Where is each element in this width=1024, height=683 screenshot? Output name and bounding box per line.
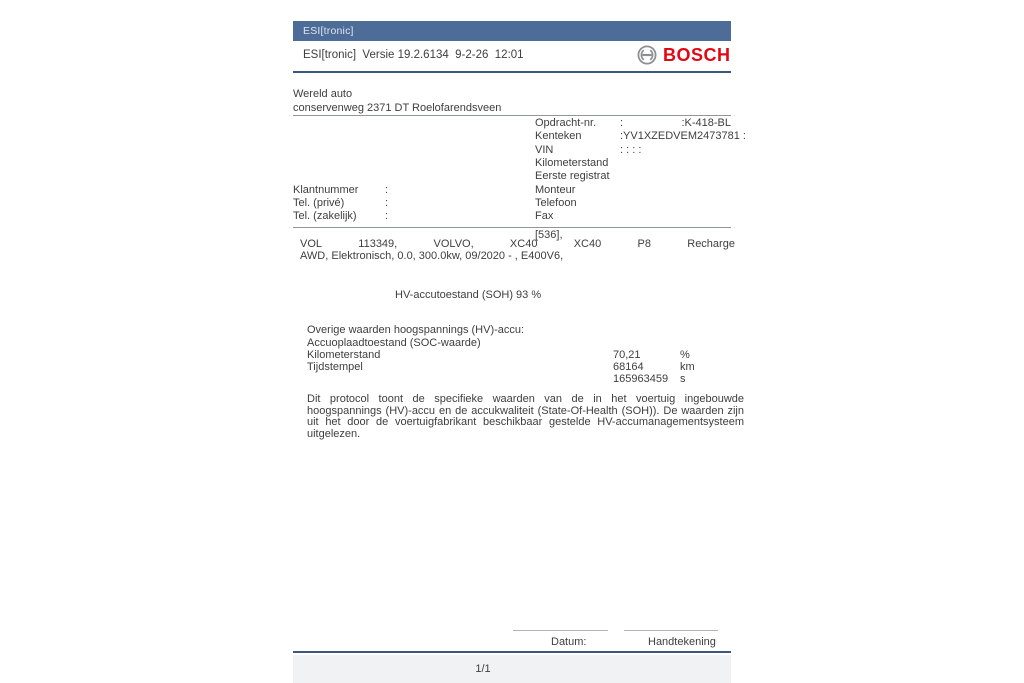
field-label: Kilometerstand [535, 157, 609, 169]
field-value: : [620, 117, 624, 129]
vehicle-token: 113349, [358, 238, 398, 250]
field-eerste-registrat [535, 170, 731, 183]
field-value: :YV1XZEDVEM2473781 : [620, 130, 746, 142]
vehicle-token: Recharge [687, 238, 735, 250]
field-label: Fax [535, 210, 554, 222]
version-line: ESI[tronic] Versie 19.2.6134 9-2-26 12:01 [303, 49, 524, 61]
header-divider [293, 71, 731, 73]
bosch-logo [637, 45, 731, 65]
soh-title: HV-accutoestand (SOH) 93 % [395, 289, 542, 301]
titlebar [293, 21, 731, 41]
vehicle-token: P8 [637, 238, 651, 250]
customer-name: Wereld auto [293, 88, 353, 100]
vehicle-token: XC40 [573, 238, 602, 250]
bosch-wordmark: BOSCH [663, 45, 731, 65]
field-label: Eerste registrat [535, 170, 610, 182]
hv-row-label: Kilometerstand [307, 349, 381, 361]
vehicle-token: XC40 [509, 238, 538, 250]
vehicle-detail-line: AWD, Elektronisch, 0.0, 300.0kw, 09/2020 - , E400V6, [300, 250, 564, 262]
field-label: Tel. (privé) [293, 197, 345, 209]
footer-divider [293, 651, 731, 653]
field-label: Monteur [535, 184, 576, 196]
handtekening-label: Handtekening [648, 636, 716, 648]
hv-row-label: Tijdstempel [307, 361, 363, 373]
field-label: Kenteken [535, 130, 582, 142]
field-tel-zakelijk [293, 210, 493, 223]
field-label: VIN [535, 144, 554, 156]
hv-row-value: 165963459 [613, 373, 669, 385]
field-tel-prive [293, 197, 493, 210]
handtekening-signature-line [624, 630, 718, 631]
vehicle-bracket-code: [536], [535, 229, 563, 241]
field-opdracht-nr [535, 117, 731, 130]
vehicle-description-line [300, 238, 735, 250]
customer-address: conservenweg 2371 DT Roelofarendsveen [293, 102, 502, 114]
protocol-description: Dit protocol toont de specifieke waarden van de in het voertuig ingebouwde hoogspannings (HV)-accu en de accukwaliteit (State-Of-Health (SOH)). De waarden zijn uit het door de voertuigfabrikant beschikbaar gestelde HV-accumanagementsysteem uitgelezen. [307, 393, 744, 441]
field-monteur [535, 184, 731, 197]
field-label: Klantnummer [293, 184, 359, 196]
field-label: Telefoon [535, 197, 577, 209]
bosch-emblem-icon [637, 45, 657, 65]
vehicle-token: VOL [300, 238, 323, 250]
field-kenteken [535, 130, 746, 143]
hv-row-value: 68164 [613, 361, 644, 373]
hv-row-unit: % [680, 349, 690, 361]
field-separator: : [385, 210, 389, 222]
field-klantnummer [293, 184, 493, 197]
field-value: : : : : [620, 144, 642, 156]
vehicle-divider [293, 227, 731, 228]
footer [293, 655, 731, 683]
hv-row-value: 70,21 [613, 349, 641, 361]
field-fax [535, 210, 731, 223]
hv-row-unit: km [680, 361, 695, 373]
hv-values-heading: Overige waarden hoogspannings (HV)-accu: [307, 324, 525, 336]
field-vin [535, 144, 731, 157]
titlebar-title: ESI[tronic] [303, 25, 354, 37]
field-label: Opdracht-nr. [535, 117, 597, 129]
field-separator: : [385, 197, 389, 209]
hv-row-timestamp-seconds [307, 373, 731, 385]
datum-label: Datum: [551, 636, 587, 648]
page-number: 1/1 [475, 663, 491, 675]
hv-row-tijdstempel [307, 361, 731, 373]
address-divider [293, 115, 731, 116]
field-separator: : [385, 184, 389, 196]
vehicle-token: VOLVO, [433, 238, 474, 250]
field-kilometerstand [535, 157, 731, 170]
hv-row-soc [307, 337, 731, 349]
hv-row-unit: s [680, 373, 686, 385]
hv-row-label: Accuoplaadtoestand (SOC-waarde) [307, 337, 481, 349]
field-label: Tel. (zakelijk) [293, 210, 357, 222]
hv-row-kilometerstand [307, 349, 731, 361]
field-value-right: :K-418-BL [681, 117, 731, 129]
datum-signature-line [513, 630, 608, 631]
field-telefoon [535, 197, 731, 210]
